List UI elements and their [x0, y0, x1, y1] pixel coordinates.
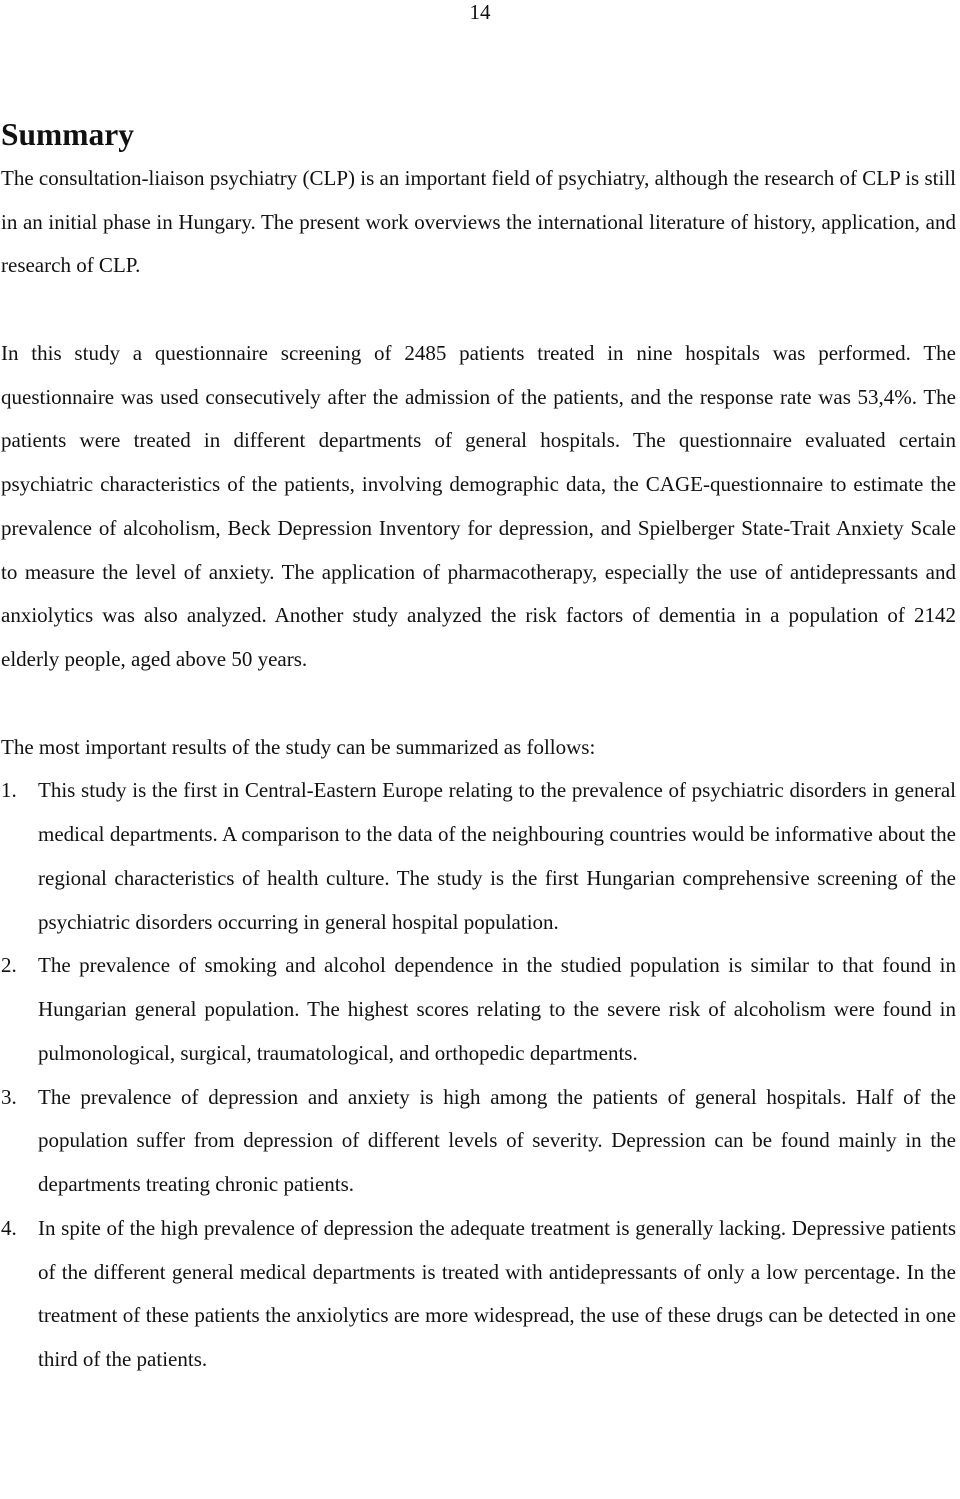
list-item-text: The prevalence of depression and anxiety is high among the patients of general hospitals. Half of the population suffer from depression of different levels of severity. Depression can be found mainly in the departments treating chronic patients. — [38, 1084, 956, 1196]
document-body — [1, 113, 956, 1382]
list-item-number: 1. — [1, 778, 17, 803]
results-intro: The most important results of the study can be summarized as follows: — [1, 734, 596, 759]
page-number: 14 — [469, 0, 491, 24]
methods-paragraph: In this study a questionnaire screening of 2485 patients treated in nine hospitals was performed. The questionnaire was used consecutively after the admission of the patients, and the response rate was 53,4%. The patients were treated in different departments of general hospitals. The questionnaire evaluated certain psychiatric characteristics of the patients, involving demographic data, the CAGE-questionnaire to estimate the prevalence of alcoholism, Beck Depression Inventory for depression, and Spielberger State-Trait Anxiety Scale to measure the level of anxiety. The application of pharmacotherapy, especially the use of antidepressants and anxiolytics was also analyzed. Another study analyzed the risk factors of dementia in a population of 2142 elderly people, aged above 50 years. — [1, 340, 956, 671]
list-item — [1, 1076, 956, 1207]
list-item-number: 4. — [1, 1215, 17, 1240]
list-item — [1, 769, 956, 944]
list-item-text: In spite of the high prevalence of depression the adequate treatment is generally lacking. Depressive patients of the different general medical departments is treated with antidepressants of only a low percentage. In the treatment of these patients the anxiolytics are more widespread, the use of these drugs can be detected in one third of the patients. — [38, 1215, 956, 1371]
list-item — [1, 1207, 956, 1382]
list-item-text: This study is the first in Central-Eastern Europe relating to the prevalence of psychiatric disorders in general medical departments. A comparison to the data of the neighbouring countries would be informative about the regional characteristics of health culture. The study is the first Hungarian comprehensive screening of the psychiatric disorders occurring in general hospital population. — [38, 778, 956, 934]
paragraph-spacer — [1, 682, 956, 726]
paragraph-spacer — [1, 288, 956, 332]
list-item-number: 2. — [1, 953, 17, 978]
results-list — [1, 769, 956, 1382]
section-heading: Summary — [1, 117, 134, 152]
intro-paragraph: The consultation-liaison psychiatry (CLP) is an important field of psychiatry, although the research of CLP is still in an initial phase in Hungary. The present work overviews the international literature of history, application, and research of CLP. — [1, 165, 956, 278]
list-item-text: The prevalence of smoking and alcohol dependence in the studied population is similar to that found in Hungarian general population. The highest scores relating to the severe risk of alcoholism were found in pulmonological, surgical, traumatological, and orthopedic departments. — [38, 953, 956, 1065]
list-item — [1, 944, 956, 1075]
list-item-number: 3. — [1, 1084, 17, 1109]
